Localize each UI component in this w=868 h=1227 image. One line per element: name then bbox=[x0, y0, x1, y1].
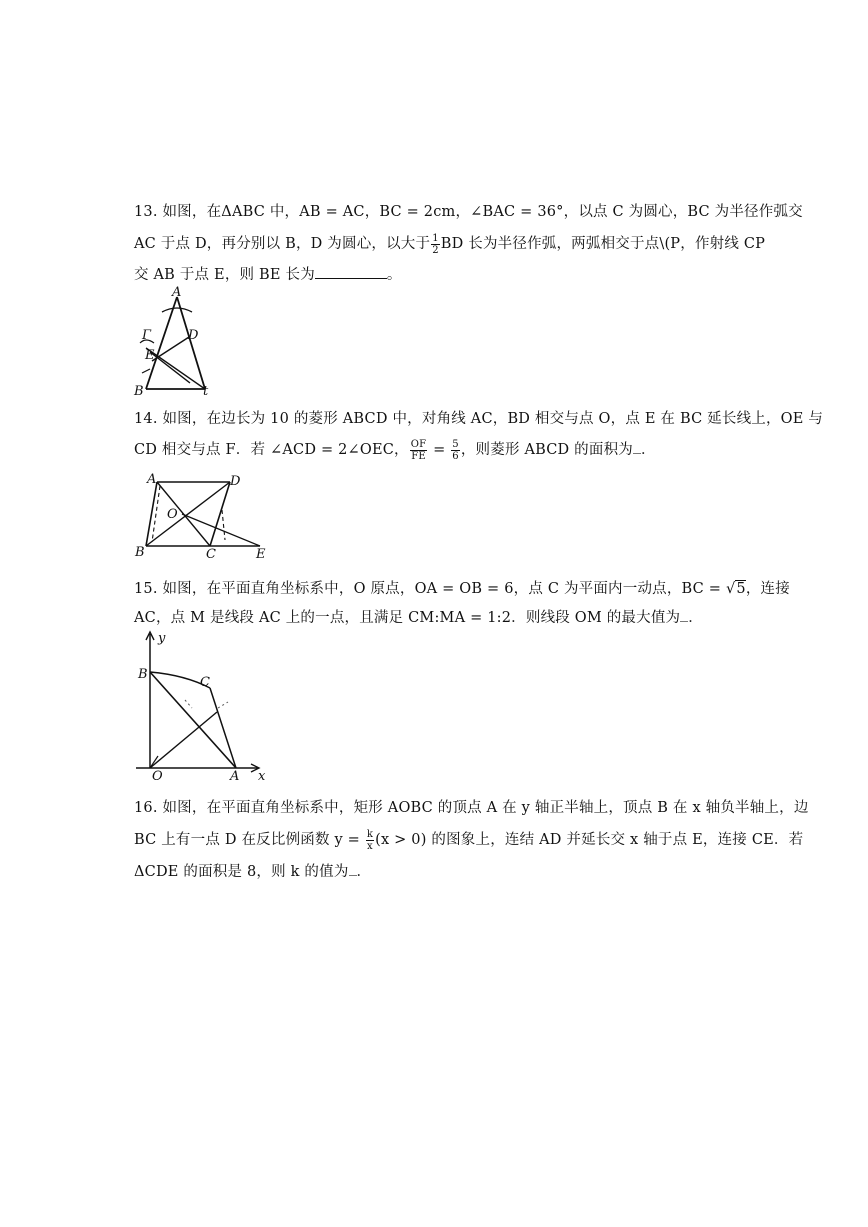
q13-label-c: t bbox=[203, 384, 209, 399]
q16-line-3 bbox=[134, 860, 371, 881]
q14-label-d: D bbox=[230, 474, 241, 489]
q14-line-2 bbox=[134, 438, 656, 462]
q14-line-2b: ，则菱形 ABCD 的面积为 bbox=[460, 442, 633, 458]
q13-label-a: A bbox=[172, 285, 182, 300]
q14-f1-den: FE bbox=[411, 450, 426, 462]
q16-line-2a: BC 上有一点 D 在反比例函数 y = bbox=[134, 832, 365, 848]
q15-label-c: C bbox=[200, 675, 210, 690]
q16-frac-num: k bbox=[366, 828, 374, 840]
q15-line-2b: ． bbox=[688, 610, 703, 626]
q15-label-o: O bbox=[152, 769, 163, 784]
q15-line-1b: ，连接 bbox=[745, 581, 790, 597]
q14-f2-den: 6 bbox=[452, 450, 459, 462]
q16-line-1: 16. 如图，在平面直角坐标系中，矩形 AOBC 的顶点 A 在 y 轴正半轴上，顶点 B 在 x 轴负半轴上，边 bbox=[134, 800, 809, 816]
q14-label-b: B bbox=[135, 545, 145, 560]
q15-label-a: A bbox=[230, 769, 240, 784]
q13-line-2a: AC 于点 D，再分别以 B，D 为圆心，以大于 bbox=[134, 236, 431, 252]
q13-line-1: 13. 如图，在ΔABC 中，AB = AC，BC = 2cm，∠BAC = 36°，以点 C 为圆心，BC 为半径作弧交 bbox=[134, 204, 803, 220]
q15-line-1a: 15. 如图，在平面直角坐标系中，O 原点，OA = OB = 6，点 C 为平面内一动点，BC = bbox=[134, 581, 726, 597]
q13-line-2b: BD 长为半径作弧，两弧相交于点\(P，作射线 CP bbox=[440, 236, 766, 252]
q16-answer-blank bbox=[349, 867, 357, 876]
q14-line-2a: CD 相交与点 F．若 ∠ACD = 2∠OEC， bbox=[134, 442, 409, 458]
q14-f2-num: 5 bbox=[452, 438, 459, 450]
q16-line-3b: ． bbox=[356, 864, 372, 880]
q14-label-c: C bbox=[206, 547, 216, 560]
q13-line-3 bbox=[134, 263, 402, 284]
q14-line-2c: ． bbox=[640, 442, 656, 458]
q14-f1-num: OF bbox=[410, 438, 427, 450]
q14-label-a: A bbox=[147, 472, 157, 487]
q14-line-1: 14. 如图，在边长为 10 的菱形 ABCD 中，对角线 AC，BD 相交与点 O，点 E 在 BC 延长线上，OE 与 bbox=[134, 411, 824, 427]
q14-answer-blank bbox=[633, 445, 641, 454]
q13-answer-blank bbox=[315, 266, 387, 279]
q15-sqrt-sign: √ bbox=[725, 581, 736, 597]
q16-line-2 bbox=[134, 828, 803, 852]
q15-label-b: B bbox=[138, 667, 148, 682]
q13-triangle-figure bbox=[130, 285, 230, 400]
q13-line-3a: 交 AB 于点 E，则 BE 长为 bbox=[134, 267, 315, 283]
q13-frac-den: 2 bbox=[432, 244, 439, 256]
q16-frac-den: x bbox=[367, 840, 373, 852]
q16-k-over-x-fraction bbox=[366, 829, 374, 852]
q15-label-y: y bbox=[158, 631, 166, 646]
q13-frac-num: 1 bbox=[432, 232, 439, 244]
q15-line-2a: AC，点 M 是线段 AC 上的一点，且满足 CM:MA = 1:2．则线段 OM 的最大值为 bbox=[134, 610, 681, 626]
q13-label-b: B bbox=[134, 384, 144, 399]
q16-line-2b: (x > 0) 的图象上，连结 AD 并延长交 x 轴于点 E，连接 CE．若 bbox=[375, 832, 804, 848]
q15-line-1 bbox=[134, 577, 790, 598]
q13-line-3b: 。 bbox=[386, 267, 402, 283]
q13-half-fraction bbox=[431, 233, 440, 256]
q15-line-2 bbox=[134, 606, 703, 627]
q14-label-o: O bbox=[167, 507, 178, 522]
q13-label-e: E bbox=[145, 348, 155, 363]
q13-label-d: D bbox=[188, 328, 199, 343]
q13-label-p: Γ bbox=[142, 328, 152, 343]
q15-sqrt-value: 5 bbox=[736, 581, 746, 597]
q14-value-fraction bbox=[451, 439, 460, 462]
q13-line-2 bbox=[134, 232, 765, 256]
q14-label-e: E bbox=[256, 547, 266, 560]
q15-coordinate-figure bbox=[130, 630, 275, 785]
q16-line-3a: ΔCDE 的面积是 8，则 k 的值为 bbox=[134, 864, 349, 880]
q14-eq: = bbox=[428, 442, 451, 458]
q14-ratio-fraction bbox=[410, 439, 428, 462]
q14-rhombus-figure bbox=[130, 470, 275, 560]
q15-label-x: x bbox=[258, 769, 266, 784]
